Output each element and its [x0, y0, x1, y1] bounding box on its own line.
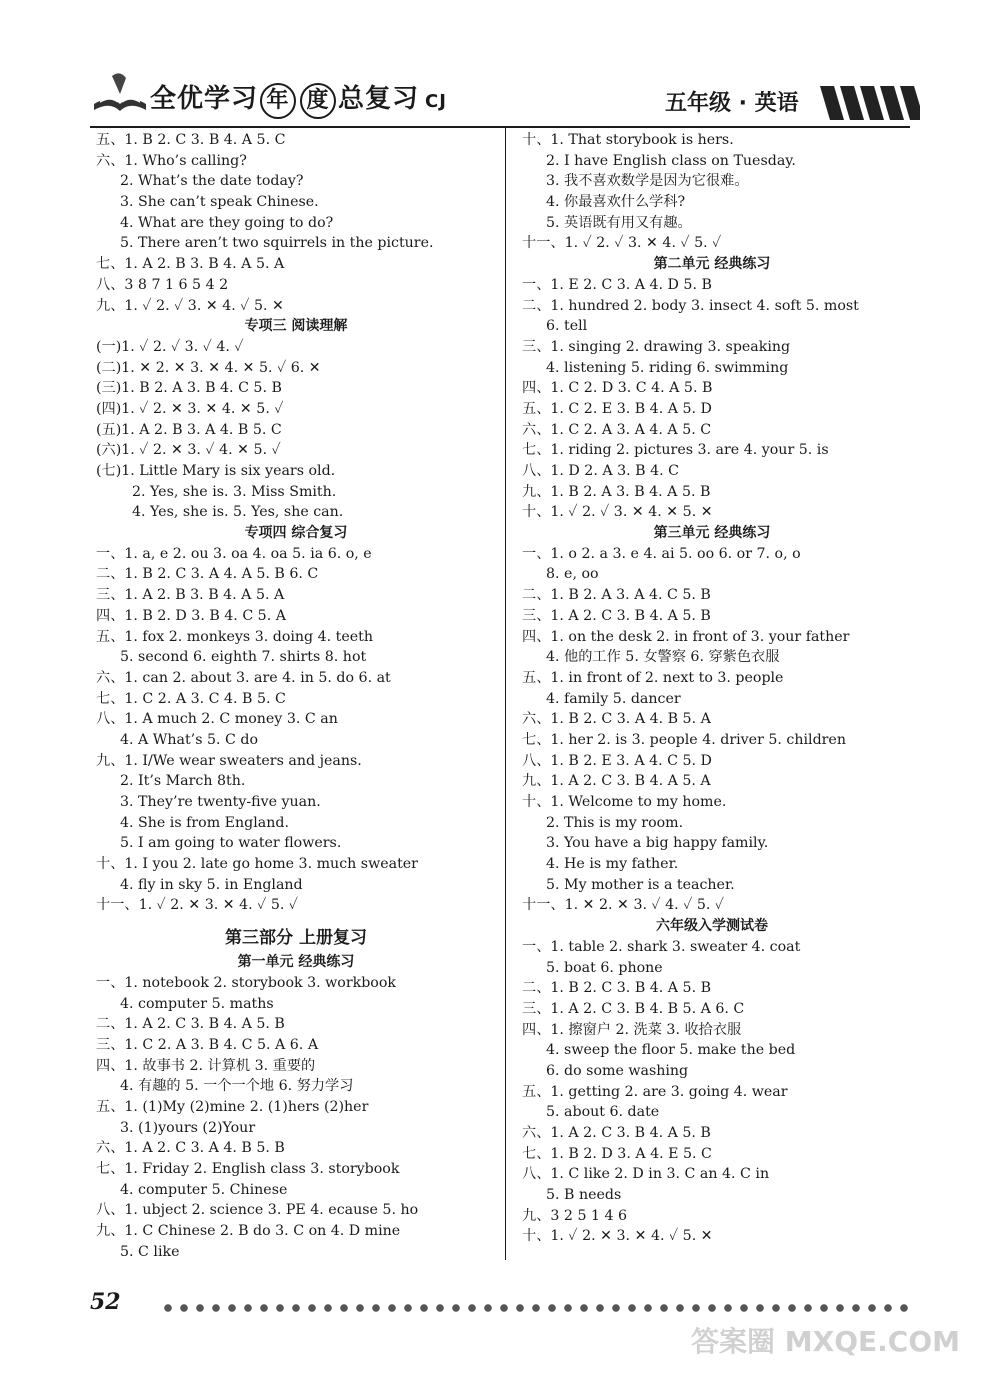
page-header [90, 66, 910, 126]
answer-line: 八、1. C like 2. D in 3. C an 4. C in [522, 1166, 770, 1183]
answer-line: 四、1. 故事书 2. 计算机 3. 重要的 [96, 1057, 316, 1074]
answer-line: 五、1. getting 2. are 3. going 4. wear [522, 1083, 788, 1100]
answer-line: 4. family 5. dancer [546, 690, 681, 707]
page-number: 52 [90, 1289, 121, 1315]
page-footer [90, 1285, 910, 1325]
answer-line: 五、1. C 2. E 3. B 4. A 5. D [522, 400, 712, 417]
answer-line: 4. 有趣的 5. 一个一个地 6. 努力学习 [120, 1078, 354, 1095]
answer-line: 8. e, oo [546, 566, 599, 583]
answer-line: 九、1. C Chinese 2. B do 3. C on 4. D mine [96, 1223, 401, 1240]
answer-line: 4. A What’s 5. C do [120, 731, 259, 748]
section-heading: 第二单元 经典练习 [653, 256, 771, 273]
answer-line: 一、1. table 2. shark 3. sweater 4. coat [522, 938, 801, 955]
answer-line: 三、1. A 2. C 3. B 4. A 5. B [522, 607, 711, 624]
answer-line: 2. This is my room. [546, 814, 684, 831]
answer-line: 五、1. in front of 2. next to 3. people [522, 669, 784, 686]
left-column [96, 130, 496, 1262]
answer-line: (一)1. ✓ 2. ✓ 3. ✓ 4. ✓ [96, 338, 244, 355]
grade-subject-label: 五年级 · 英语 [665, 91, 799, 116]
answer-line: 六、1. A 2. C 3. A 4. B 5. B [96, 1140, 285, 1157]
answer-line: 4. computer 5. Chinese [120, 1181, 288, 1198]
answer-line: 4. 你最喜欢什么学科? [546, 194, 686, 211]
answer-line: 九、1. B 2. A 3. B 4. A 5. B [522, 483, 711, 500]
answer-line: 4. sweep the floor 5. make the bed [546, 1042, 796, 1059]
answer-line: 六、1. Who’s calling? [96, 152, 247, 169]
answer-line: 九、1. I/We wear sweaters and jeans. [96, 752, 362, 769]
section-heading: 六年级入学测试卷 [656, 918, 768, 935]
answer-line: 4. computer 5. maths [120, 995, 274, 1012]
answer-line: 三、1. A 2. B 3. B 4. A 5. A [96, 587, 285, 604]
answer-line: 4. He is my father. [546, 856, 679, 873]
answer-line: 3. They’re twenty-five yuan. [120, 794, 321, 810]
header-rule [90, 126, 910, 128]
answer-line: 3. You have a big happy family. [546, 835, 769, 852]
answer-line: 5. 英语既有用又有趣。 [546, 214, 692, 231]
column-divider [505, 128, 506, 1260]
answer-line: 七、1. riding 2. pictures 3. are 4. your 5. is [522, 442, 829, 459]
answer-line: 一、1. a, e 2. ou 3. oa 4. oa 5. ia 6. o, e [96, 545, 372, 562]
book-title: 全优学习 年 度 总复习 CJ [150, 78, 447, 119]
answer-line: 四、1. C 2. D 3. C 4. A 5. B [522, 380, 713, 397]
answer-line: 一、1. E 2. C 3. A 4. D 5. B [522, 276, 712, 293]
answer-line: 八、1. ubject 2. science 3. PE 4. ecause 5. ho [96, 1202, 419, 1219]
part-heading: 第三部分 上册复习 [225, 928, 367, 949]
answer-line: 3. 我不喜欢数学是因为它很难。 [546, 173, 749, 190]
answer-line: 六、1. A 2. C 3. B 4. A 5. B [522, 1125, 711, 1141]
right-column [522, 130, 902, 1247]
answer-line: 十一、1. ✕ 2. ✕ 3. ✓ 4. ✓ 5. ✓ [522, 897, 725, 914]
answer-line: (四)1. ✓ 2. ✕ 3. ✕ 4. ✕ 5. ✓ [96, 400, 284, 417]
answer-line: 八、1. B 2. E 3. A 4. C 5. D [522, 752, 712, 769]
answer-line: 5. about 6. date [546, 1104, 660, 1121]
answer-line: 5. My mother is a teacher. [546, 876, 735, 893]
answer-line: 十、1. Welcome to my home. [522, 794, 727, 810]
dotted-divider [160, 1303, 910, 1313]
answer-line: 七、1. her 2. is 3. people 4. driver 5. children [522, 731, 846, 748]
answer-line: 九、1. A 2. C 3. B 4. A 5. A [522, 773, 711, 790]
answer-line: 5. boat 6. phone [546, 959, 663, 976]
answer-line: 4. What are they going to do? [120, 214, 334, 231]
answer-line: (二)1. ✕ 2. ✕ 3. ✕ 4. ✕ 5. ✓ 6. ✕ [96, 359, 321, 376]
answer-line: 三、1. C 2. A 3. B 4. C 5. A 6. A [96, 1036, 319, 1053]
answer-line: 二、1. B 2. C 3. B 4. A 5. B [522, 980, 712, 997]
answer-line: 三、1. A 2. C 3. B 4. B 5. A 6. C [522, 1000, 745, 1017]
answer-line: 2. I have English class on Tuesday. [546, 152, 796, 169]
answer-line: 5. second 6. eighth 7. shirts 8. hot [120, 649, 367, 666]
answer-line: 七、1. C 2. A 3. C 4. B 5. C [96, 690, 286, 707]
answer-line: 七、1. Friday 2. English class 3. storybook [96, 1161, 400, 1177]
answer-line: 十、1. That storybook is hers. [522, 132, 734, 148]
answer-line: (三)1. B 2. A 3. B 4. C 5. B [96, 380, 282, 397]
answer-line: 6. tell [546, 318, 588, 335]
answer-line: 4. She is from England. [120, 814, 289, 831]
answer-line: 一、1. o 2. a 3. e 4. ai 5. oo 6. or 7. o, o [522, 545, 801, 562]
section-heading: 第三单元 经典练习 [653, 525, 771, 542]
answer-line: 五、1. B 2. C 3. B 4. A 5. C [96, 132, 286, 148]
answer-line: 3. (1)yours (2)Your [120, 1119, 256, 1136]
answer-line: 十一、1. ✓ 2. ✓ 3. ✕ 4. ✓ 5. ✓ [522, 235, 722, 252]
watermark-logo: 答案圈 MXQE.COM [691, 1325, 960, 1358]
answer-line: 八、1. A much 2. C money 3. C an [96, 711, 338, 728]
answer-line: 二、1. B 2. C 3. A 4. A 5. B 6. C [96, 566, 319, 583]
section-heading: 专项三 阅读理解 [244, 318, 348, 335]
answer-line: 5. I am going to water flowers. [120, 835, 342, 852]
answer-line: 三、1. singing 2. drawing 3. speaking [522, 338, 791, 355]
answer-line: (五)1. A 2. B 3. A 4. B 5. C [96, 421, 282, 438]
answer-line: 四、1. 擦窗户 2. 洗菜 3. 收拾衣服 [522, 1021, 742, 1038]
answer-line: 八、3 8 7 1 6 5 4 2 [96, 276, 229, 293]
answer-line: 4. 他的工作 5. 女警察 6. 穿紫色衣服 [546, 649, 780, 666]
answer-line: 四、1. on the desk 2. in front of 3. your father [522, 628, 850, 645]
answer-line: 一、1. notebook 2. storybook 3. workbook [96, 974, 396, 991]
answer-line: 5. B needs [546, 1187, 622, 1204]
answer-line: 十、1. ✓ 2. ✓ 3. ✕ 4. ✕ 5. ✕ [522, 504, 713, 521]
answer-line: 五、1. (1)My (2)mine 2. (1)hers (2)her [96, 1098, 369, 1115]
answer-line: 十、1. I you 2. late go home 3. much sweater [96, 856, 418, 873]
answer-line: 5. C like [120, 1243, 180, 1260]
answer-line: 六、1. can 2. about 3. are 4. in 5. do 6. at [96, 669, 391, 686]
answer-line: 十一、1. ✓ 2. ✕ 3. ✕ 4. ✓ 5. ✓ [96, 897, 299, 914]
answer-line: 七、1. B 2. D 3. A 4. E 5. C [522, 1145, 712, 1162]
answer-line: 5. There aren’t two squirrels in the picture. [120, 235, 434, 252]
answer-line: 2. What’s the date today? [120, 173, 304, 190]
answer-line: 四、1. B 2. D 3. B 4. C 5. A [96, 607, 286, 624]
answer-line: 3. She can’t speak Chinese. [120, 194, 319, 211]
answer-line: 2. Yes, she is. 3. Miss Smith. [132, 483, 337, 500]
section-heading: 专项四 综合复习 [244, 525, 348, 542]
answer-line: 2. It’s March 8th. [120, 773, 246, 790]
answer-line: 6. do some washing [546, 1062, 689, 1079]
answer-line: 二、1. A 2. C 3. B 4. A 5. B [96, 1016, 285, 1033]
decorative-stripes [820, 86, 920, 120]
answer-line: 九、1. ✓ 2. ✓ 3. ✕ 4. ✓ 5. ✕ [96, 297, 284, 314]
answer-line: 九、3 2 5 1 4 6 [522, 1207, 628, 1224]
answer-line: 4. listening 5. riding 6. swimming [546, 359, 789, 376]
answer-line: 六、1. B 2. C 3. A 4. B 5. A [522, 711, 711, 728]
answer-line: 4. Yes, she is. 5. Yes, she can. [132, 504, 344, 521]
section-heading: 第一单元 经典练习 [237, 954, 355, 971]
answer-line: 五、1. fox 2. monkeys 3. doing 4. teeth [96, 628, 374, 645]
answer-line: (七)1. Little Mary is six years old. [96, 463, 336, 479]
book-logo-icon [90, 68, 150, 118]
answer-line: 4. fly in sky 5. in England [120, 876, 303, 893]
answer-line: 八、1. D 2. A 3. B 4. C [522, 463, 679, 479]
answer-line: 十、1. ✓ 2. ✕ 3. ✕ 4. ✓ 5. ✕ [522, 1228, 713, 1245]
answer-line: 六、1. C 2. A 3. A 4. A 5. C [522, 421, 712, 438]
answer-line: 二、1. hundred 2. body 3. insect 4. soft 5. most [522, 297, 859, 314]
answer-line: (六)1. ✓ 2. ✕ 3. ✓ 4. ✕ 5. ✓ [96, 442, 281, 459]
answer-line: 七、1. A 2. B 3. B 4. A 5. A [96, 256, 285, 273]
answer-line: 二、1. B 2. A 3. A 4. C 5. B [522, 587, 711, 604]
